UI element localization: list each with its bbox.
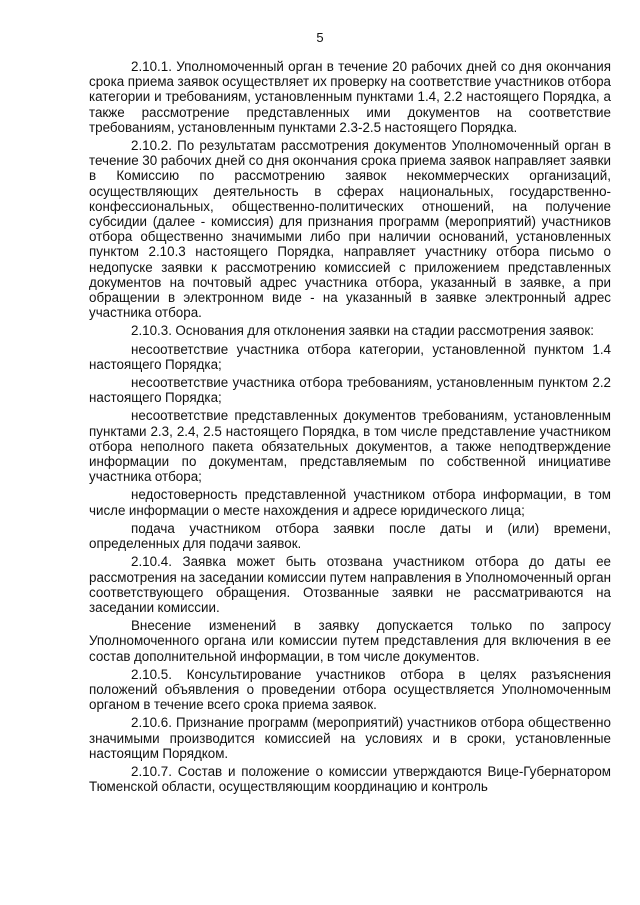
- paragraph-2-10-3: 2.10.3. Основания для отклонения заявки на стадии рассмотрения заявок:: [131, 323, 595, 339]
- paragraph-2-10-7: 2.10.7. Состав и положение о комиссии утверждаются Вице-Губернатором Тюменской области, осуществляющим координацию и контроль: [89, 763, 611, 795]
- paragraph-2-10-2: 2.10.2. По результатам рассмотрения документов Уполномоченный орган в течение 30 рабочих дней со дня окончания срока приема заявок направляет заявки в Комиссию по рассмотрению заявок некоммерческих организаций, осуществляющих деятельность в сферах национальных, государственно-конфессиональных, общественно-политических отношений, на получение субсидии (далее - комиссия) для признания программ (мероприятий) участников отбора общественно значимыми либо при наличии оснований, установленных пунктом 2.10.3 настоящего Порядка, направляет участнику отбора письмо о недопуске заявки к рассмотрению комиссией с приложением представленных документов на почтовый адрес участника отбора, указанный в заявке, а при обращении в электронном виде - на указанный в заявке электронный адрес участника отбора.: [89, 138, 611, 321]
- rejection-ground-category: несоответствие участника отбора категории, установленной пунктом 1.4 настоящего Порядка;: [89, 341, 611, 372]
- rejection-ground-requirements: несоответствие участника отбора требованиям, установленным пунктом 2.2 настоящего Порядка;: [89, 375, 611, 406]
- paragraph-2-10-1: 2.10.1. Уполномоченный орган в течение 20 рабочих дней со дня окончания срока приема заявок осуществляет их проверку на соответствие участников отбора категории и требованиям, установленным пунктами 1.4, 2.2 настоящего Порядка, а также рассмотрение представленных ими документов на соответствие требованиям, установленным пунктами 2.3-2.5 настоящего Порядка.: [89, 59, 611, 135]
- rejection-ground-late-submission: подача участником отбора заявки после даты и (или) времени, определенных для подачи заявок.: [89, 520, 611, 552]
- rejection-ground-inaccuracy: недостоверность представленной участником отбора информации, в том числе информации о месте нахождения и адресе юридического лица;: [89, 487, 611, 518]
- paragraph-amendments: Внесение изменений в заявку допускается только по запросу Уполномоченного органа или комиссии путем представления для включения в ее состав дополнительной информации, в том числе документов.: [89, 618, 611, 664]
- page-number: 5: [316, 30, 324, 45]
- paragraph-2-10-6: 2.10.6. Признание программ (мероприятий) участников отбора общественно значимыми производится комиссией на условиях и в сроки, установленные настоящим Порядком.: [89, 715, 611, 761]
- rejection-ground-documents: несоответствие представленных документов требованиям, установленным пунктами 2.3, 2.4, 2.5 настоящего Порядка, в том числе представление участником отбора неполного пакета обязательных документов, а также неподтверждение информации по документам, представляемым по собственной инициативе участника отбора;: [89, 408, 611, 485]
- document-body: [89, 59, 611, 797]
- paragraph-2-10-5: 2.10.5. Консультирование участников отбора в целях разъяснения положений объявления о проведении отбора осуществляется Уполномоченным органом в течение всего срока приема заявок.: [89, 666, 611, 713]
- paragraph-2-10-4: 2.10.4. Заявка может быть отозвана участником отбора до даты ее рассмотрения на заседании комиссии путем направления в Уполномоченный орган соответствующего обращения. Отозванные заявки не рассматриваются на заседании комиссии.: [89, 554, 611, 615]
